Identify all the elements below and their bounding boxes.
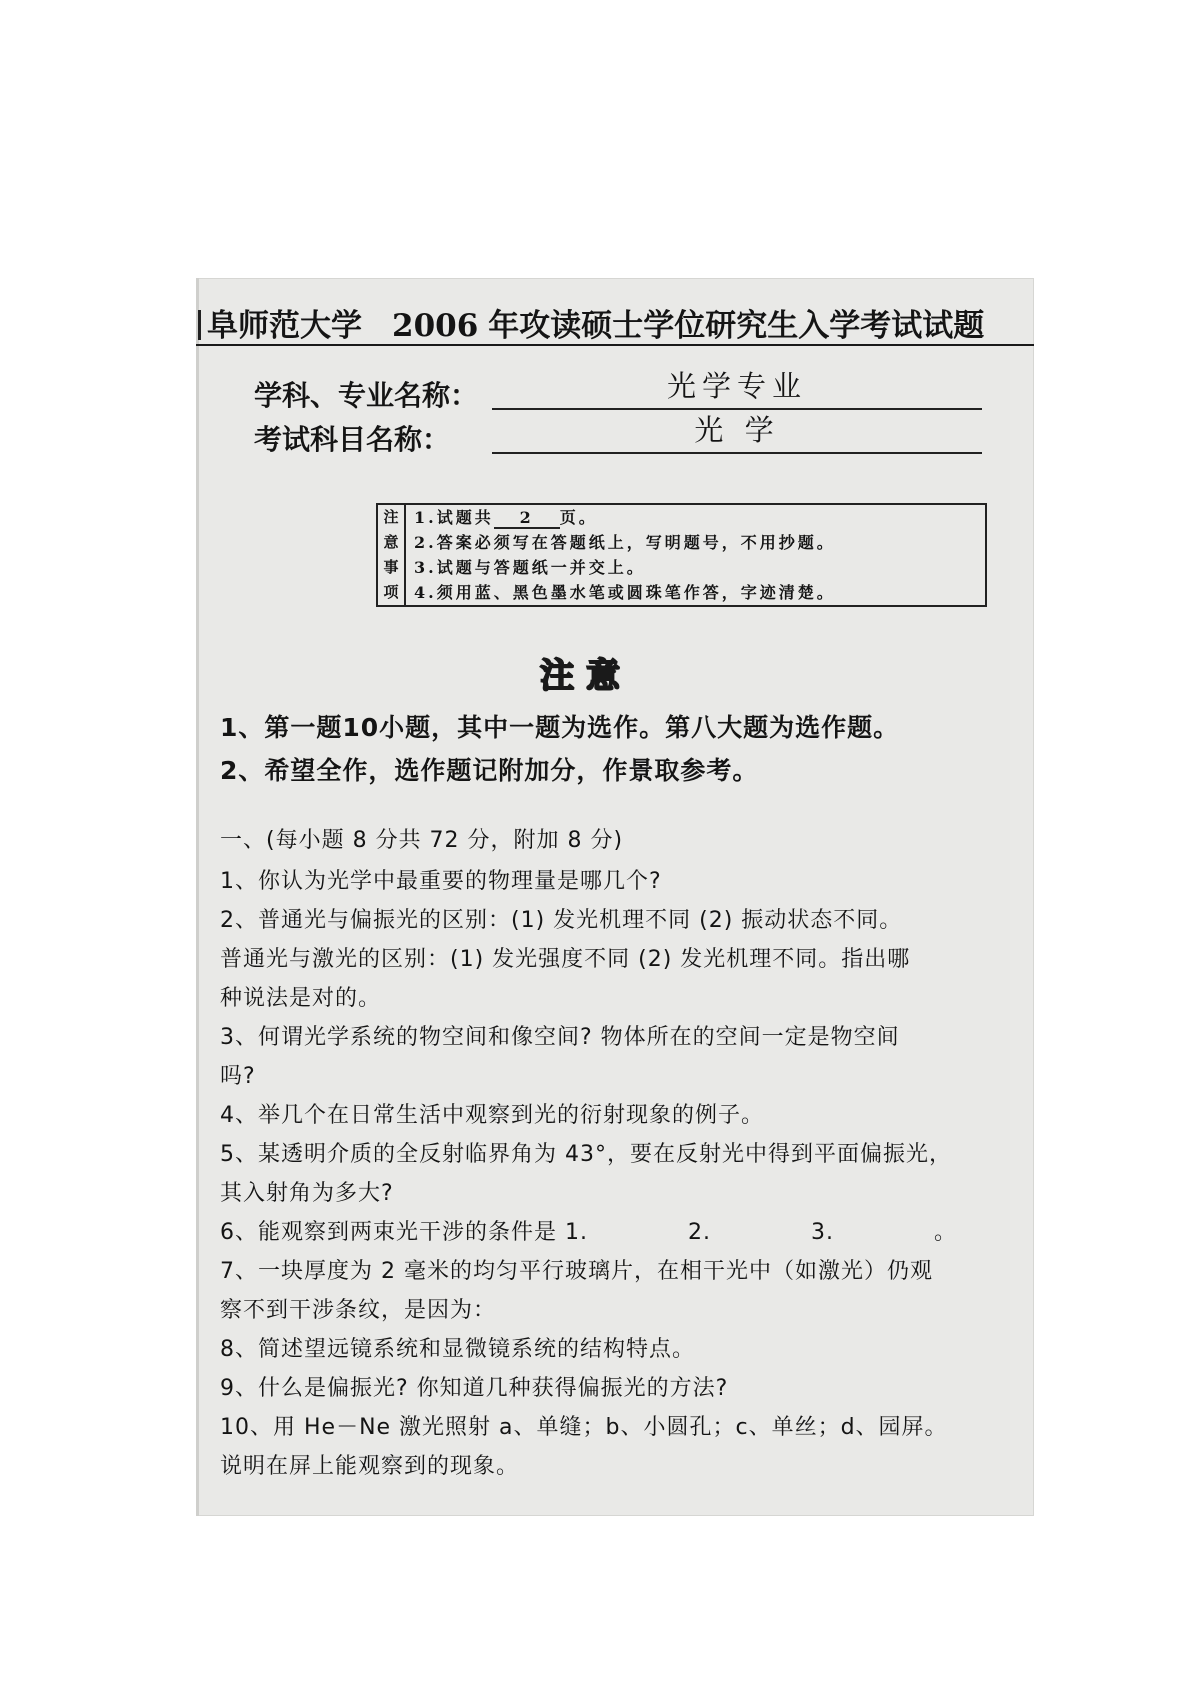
notes-box [376, 503, 987, 607]
question-line: 4、举几个在日常生活中观察到光的衍射现象的例子。 [220, 1103, 764, 1128]
note-item-4: 4.须用蓝、黑色墨水笔或圆珠笔作答，字迹清楚。 [414, 583, 836, 602]
question-line: 7、一块厚度为 2 毫米的均匀平行玻璃片，在相干光中（如激光）仍观 [220, 1259, 933, 1284]
q6-end: 。 [933, 1220, 957, 1245]
exam-title: 年攻读硕士学位研究生入学考试试题 [488, 308, 985, 344]
notes-side-label [378, 505, 406, 605]
question-6 [220, 1215, 957, 1246]
scanned-exam-page [196, 278, 1034, 1516]
notes-char: 项 [383, 583, 399, 601]
notes-list [414, 505, 981, 605]
question-line: 种说法是对的。 [220, 986, 382, 1011]
question-line: 2、普通光与偏振光的区别：(1) 发光机理不同 (2) 振动状态不同。 [220, 908, 903, 933]
header-edge-mark [198, 310, 201, 340]
note-1-prefix: 1.试题共 [414, 508, 494, 527]
question-line: 3、何谓光学系统的物空间和像空间? 物体所在的空间一定是物空间 [220, 1025, 900, 1050]
q6-prefix: 6、能观察到两束光干涉的条件是 1. [220, 1220, 588, 1245]
exam-year: 2006 [392, 308, 479, 344]
attention-line-2: 2、希望全作，选作题记附加分，作景取参考。 [220, 756, 759, 785]
question-line: 普通光与激光的区别：(1) 发光强度不同 (2) 发光机理不同。指出哪 [220, 947, 911, 972]
question-line: 5、某透明介质的全反射临界角为 43°，要在反射光中得到平面偏振光， [220, 1142, 952, 1167]
question-line: 说明在屏上能观察到的现象。 [220, 1454, 520, 1479]
major-label: 学科、专业名称： [254, 379, 479, 412]
note-1-suffix: 页。 [559, 508, 598, 527]
q6-blank-label-3: 3. [810, 1220, 834, 1245]
question-line: 吗? [220, 1064, 256, 1089]
q6-blank-label-2: 2. [687, 1220, 711, 1245]
note-item-2: 2.答案必须写在答题纸上，写明题号，不用抄题。 [414, 533, 836, 552]
question-line: 9、什么是偏振光? 你知道几种获得偏振光的方法? [220, 1376, 729, 1401]
attention-title: 注意 [540, 656, 632, 696]
scan-edge [196, 278, 199, 1516]
page-count: 2 [494, 509, 560, 529]
subject-underline [492, 452, 982, 454]
exam-header [196, 300, 1034, 346]
major-value: 光学专业 [666, 369, 807, 403]
notes-char: 注 [383, 508, 399, 526]
note-item-3: 3.试题与答题纸一并交上。 [414, 558, 646, 577]
question-line: 10、用 He－Ne 激光照射 a、单缝；b、小圆孔；c、单丝；d、园屏。 [220, 1415, 948, 1440]
subject-value: 光 学 [694, 413, 780, 447]
question-line: 8、简述望远镜系统和显微镜系统的结构特点。 [220, 1337, 695, 1362]
note-item-1 [414, 505, 981, 530]
subject-label: 考试科目名称： [254, 423, 451, 456]
attention-line-1: 1、第一题10小题，其中一题为选作。第八大题为选作题。 [220, 713, 900, 742]
notes-char: 意 [383, 533, 399, 551]
section-heading: 一、(每小题 8 分共 72 分，附加 8 分) [220, 828, 624, 853]
school-name: 阜师范大学 [207, 308, 362, 344]
question-line: 1、你认为光学中最重要的物理量是哪几个? [220, 869, 662, 894]
question-line: 察不到干涉条纹，是因为： [220, 1298, 497, 1323]
notes-char: 事 [383, 558, 399, 576]
question-line: 其入射角为多大? [220, 1181, 394, 1206]
